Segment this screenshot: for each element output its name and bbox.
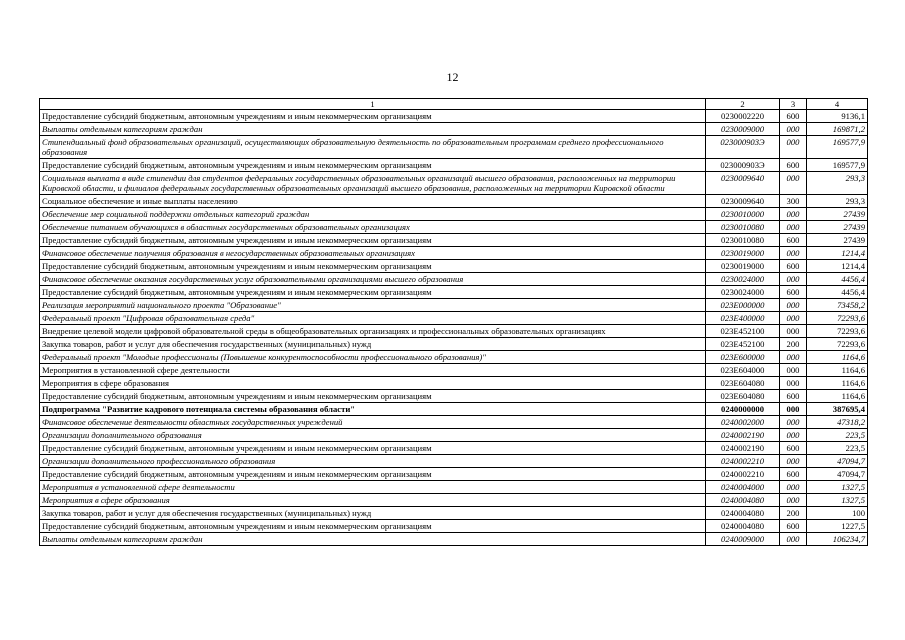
row-description: Предоставление субсидий бюджетным, автономным учреждениям и иным некоммерческим организациям (40, 159, 706, 172)
row-amount: 47094,7 (807, 468, 868, 481)
row-expense-type: 000 (780, 455, 807, 468)
table-row (40, 208, 868, 221)
row-target-code: 0240004000 (706, 481, 780, 494)
row-target-code: 023E604080 (706, 377, 780, 390)
row-target-code: 0240002210 (706, 468, 780, 481)
row-amount: 72293,6 (807, 338, 868, 351)
row-description: Предоставление субсидий бюджетным, автономным учреждениям и иным некоммерческим организациям (40, 390, 706, 403)
table-row (40, 494, 868, 507)
row-expense-type: 000 (780, 481, 807, 494)
table-row (40, 429, 868, 442)
row-amount: 1327,5 (807, 494, 868, 507)
row-amount: 169577,9 (807, 159, 868, 172)
row-amount: 223,5 (807, 429, 868, 442)
row-description: Федеральный проект "Цифровая образовательная среда" (40, 312, 706, 325)
row-expense-type: 000 (780, 364, 807, 377)
table-row (40, 110, 868, 123)
row-description: Предоставление субсидий бюджетным, автономным учреждениям и иным некоммерческим организациям (40, 260, 706, 273)
row-expense-type: 600 (780, 390, 807, 403)
row-target-code: 023E604000 (706, 364, 780, 377)
row-amount: 27439 (807, 208, 868, 221)
row-expense-type: 000 (780, 208, 807, 221)
row-target-code: 0230010080 (706, 234, 780, 247)
row-target-code: 0230010000 (706, 208, 780, 221)
header-description: 1 (40, 99, 706, 110)
row-target-code: 023E452100 (706, 338, 780, 351)
budget-table (39, 98, 868, 546)
table-row (40, 390, 868, 403)
row-description: Подпрограмма "Развитие кадрового потенциала системы образования области" (40, 403, 706, 416)
table-row (40, 507, 868, 520)
row-target-code: 0240004080 (706, 507, 780, 520)
row-amount: 293,3 (807, 195, 868, 208)
row-target-code: 0240009000 (706, 533, 780, 546)
table-row (40, 260, 868, 273)
row-target-code: 023E000000 (706, 299, 780, 312)
row-target-code: 023000903Э (706, 159, 780, 172)
row-target-code: 0240004080 (706, 494, 780, 507)
row-expense-type: 000 (780, 416, 807, 429)
row-description: Предоставление субсидий бюджетным, автономным учреждениям и иным некоммерческим организациям (40, 442, 706, 455)
row-description: Мероприятия в установленной сфере деятельности (40, 481, 706, 494)
row-expense-type: 600 (780, 159, 807, 172)
row-description: Реализация мероприятий национального проекта "Образование" (40, 299, 706, 312)
row-description: Предоставление субсидий бюджетным, автономным учреждениям и иным некоммерческим организациям (40, 286, 706, 299)
row-expense-type: 600 (780, 442, 807, 455)
row-description: Организации дополнительного профессионального образования (40, 455, 706, 468)
row-target-code: 0240002000 (706, 416, 780, 429)
row-expense-type: 200 (780, 338, 807, 351)
row-description: Внедрение целевой модели цифровой образовательной среды в общеобразовательных организациях и профессиональных образовательных организациях (40, 325, 706, 338)
row-description: Выплаты отдельным категориям граждан (40, 533, 706, 546)
row-target-code: 0230009000 (706, 123, 780, 136)
row-description: Закупка товаров, работ и услуг для обеспечения государственных (муниципальных) нужд (40, 507, 706, 520)
row-target-code: 0230002220 (706, 110, 780, 123)
row-description: Предоставление субсидий бюджетным, автономным учреждениям и иным некоммерческим организациям (40, 110, 706, 123)
page-number: 12 (446, 70, 459, 84)
row-expense-type: 000 (780, 247, 807, 260)
row-expense-type: 000 (780, 123, 807, 136)
row-amount: 4456,4 (807, 273, 868, 286)
row-target-code: 023E452100 (706, 325, 780, 338)
row-expense-type: 200 (780, 507, 807, 520)
row-amount: 4456,4 (807, 286, 868, 299)
row-amount: 1327,5 (807, 481, 868, 494)
table-row (40, 416, 868, 429)
row-amount: 387695,4 (807, 403, 868, 416)
row-description: Финансовое обеспечение оказания государственных услуг образовательными организациями высшего образования (40, 273, 706, 286)
row-description: Финансовое обеспечение получения образования в негосударственных образовательных организациях (40, 247, 706, 260)
row-description: Федеральный проект "Молодые профессионалы (Повышение конкурентоспособности профессионального образования)" (40, 351, 706, 364)
table-row (40, 195, 868, 208)
row-amount: 169577,9 (807, 136, 868, 159)
row-amount: 72293,6 (807, 312, 868, 325)
table-row (40, 403, 868, 416)
row-description: Мероприятия в сфере образования (40, 494, 706, 507)
row-amount: 293,3 (807, 172, 868, 195)
row-amount: 223,5 (807, 442, 868, 455)
row-expense-type: 600 (780, 468, 807, 481)
row-target-code: 0240002190 (706, 429, 780, 442)
row-amount: 73458,2 (807, 299, 868, 312)
table-row (40, 468, 868, 481)
row-expense-type: 000 (780, 351, 807, 364)
row-description: Обеспечение мер социальной поддержки отдельных категорий граждан (40, 208, 706, 221)
row-target-code: 0230024000 (706, 286, 780, 299)
row-amount: 72293,6 (807, 325, 868, 338)
row-description: Выплаты отдельным категориям граждан (40, 123, 706, 136)
row-amount: 9136,1 (807, 110, 868, 123)
row-expense-type: 000 (780, 312, 807, 325)
row-amount: 27439 (807, 234, 868, 247)
table-row (40, 325, 868, 338)
row-description: Мероприятия в сфере образования (40, 377, 706, 390)
row-target-code: 0240000000 (706, 403, 780, 416)
row-expense-type: 600 (780, 286, 807, 299)
row-expense-type: 000 (780, 172, 807, 195)
row-expense-type: 600 (780, 234, 807, 247)
row-amount: 27439 (807, 221, 868, 234)
row-amount: 1164,6 (807, 364, 868, 377)
row-description: Предоставление субсидий бюджетным, автономным учреждениям и иным некоммерческим организациям (40, 520, 706, 533)
table-row (40, 299, 868, 312)
table-row (40, 273, 868, 286)
row-target-code: 023000903Э (706, 136, 780, 159)
row-description: Стипендиальный фонд образовательных организаций, осуществляющих образовательную деятельность по образовательным программам среднего профессионального образования (40, 136, 706, 159)
row-target-code: 0240002190 (706, 442, 780, 455)
row-amount: 106234,7 (807, 533, 868, 546)
row-expense-type: 000 (780, 136, 807, 159)
table-row (40, 286, 868, 299)
row-description: Предоставление субсидий бюджетным, автономным учреждениям и иным некоммерческим организациям (40, 234, 706, 247)
row-expense-type: 000 (780, 273, 807, 286)
row-target-code: 023E600000 (706, 351, 780, 364)
table-row (40, 234, 868, 247)
row-amount: 1164,6 (807, 377, 868, 390)
row-amount: 47094,7 (807, 455, 868, 468)
row-target-code: 0230009640 (706, 195, 780, 208)
row-description: Социальная выплата в виде стипендии для студентов федеральных государственных образовательных организаций высшего образования, расположенных на территории Кировской области, и филиалов федеральных государственных образовательных организаций высшего образования, расположенных на территории Кировской области (40, 172, 706, 195)
table-header-row (40, 99, 868, 110)
table-row (40, 172, 868, 195)
row-description: Организации дополнительного образования (40, 429, 706, 442)
table-row (40, 520, 868, 533)
row-expense-type: 000 (780, 221, 807, 234)
table-row (40, 338, 868, 351)
row-amount: 1214,4 (807, 260, 868, 273)
row-expense-type: 000 (780, 377, 807, 390)
table-body (40, 110, 868, 546)
table-row (40, 136, 868, 159)
row-target-code: 0240004080 (706, 520, 780, 533)
table-row (40, 351, 868, 364)
row-description: Финансовое обеспечение деятельности областных государственных учреждений (40, 416, 706, 429)
row-amount: 100 (807, 507, 868, 520)
table-row (40, 455, 868, 468)
row-amount: 1227,5 (807, 520, 868, 533)
table-row (40, 533, 868, 546)
header-amount: 4 (807, 99, 868, 110)
row-target-code: 0240002210 (706, 455, 780, 468)
row-target-code: 0230019000 (706, 247, 780, 260)
row-target-code: 0230019000 (706, 260, 780, 273)
table-row (40, 312, 868, 325)
header-code: 2 (706, 99, 780, 110)
row-target-code: 0230024000 (706, 273, 780, 286)
row-expense-type: 600 (780, 260, 807, 273)
row-target-code: 0230010080 (706, 221, 780, 234)
row-amount: 169871,2 (807, 123, 868, 136)
header-expense-type: 3 (780, 99, 807, 110)
row-expense-type: 000 (780, 533, 807, 546)
row-expense-type: 000 (780, 325, 807, 338)
row-description: Обеспечение питанием обучающихся в областных государственных образовательных организациях (40, 221, 706, 234)
row-expense-type: 000 (780, 429, 807, 442)
row-description: Закупка товаров, работ и услуг для обеспечения государственных (муниципальных) нужд (40, 338, 706, 351)
row-expense-type: 000 (780, 299, 807, 312)
row-expense-type: 300 (780, 195, 807, 208)
row-expense-type: 600 (780, 110, 807, 123)
table-row (40, 364, 868, 377)
row-amount: 47318,2 (807, 416, 868, 429)
table-row (40, 442, 868, 455)
row-amount: 1214,4 (807, 247, 868, 260)
row-expense-type: 000 (780, 403, 807, 416)
row-target-code: 0230009640 (706, 172, 780, 195)
row-expense-type: 000 (780, 494, 807, 507)
row-description: Социальное обеспечение и иные выплаты населению (40, 195, 706, 208)
table-row (40, 159, 868, 172)
row-description: Предоставление субсидий бюджетным, автономным учреждениям и иным некоммерческим организациям (40, 468, 706, 481)
table-row (40, 377, 868, 390)
row-amount: 1164,6 (807, 390, 868, 403)
table-row (40, 247, 868, 260)
row-description: Мероприятия в установленной сфере деятельности (40, 364, 706, 377)
table-row (40, 123, 868, 136)
row-expense-type: 600 (780, 520, 807, 533)
row-target-code: 023E604080 (706, 390, 780, 403)
row-target-code: 023E400000 (706, 312, 780, 325)
table-row (40, 221, 868, 234)
row-amount: 1164,6 (807, 351, 868, 364)
table-row (40, 481, 868, 494)
